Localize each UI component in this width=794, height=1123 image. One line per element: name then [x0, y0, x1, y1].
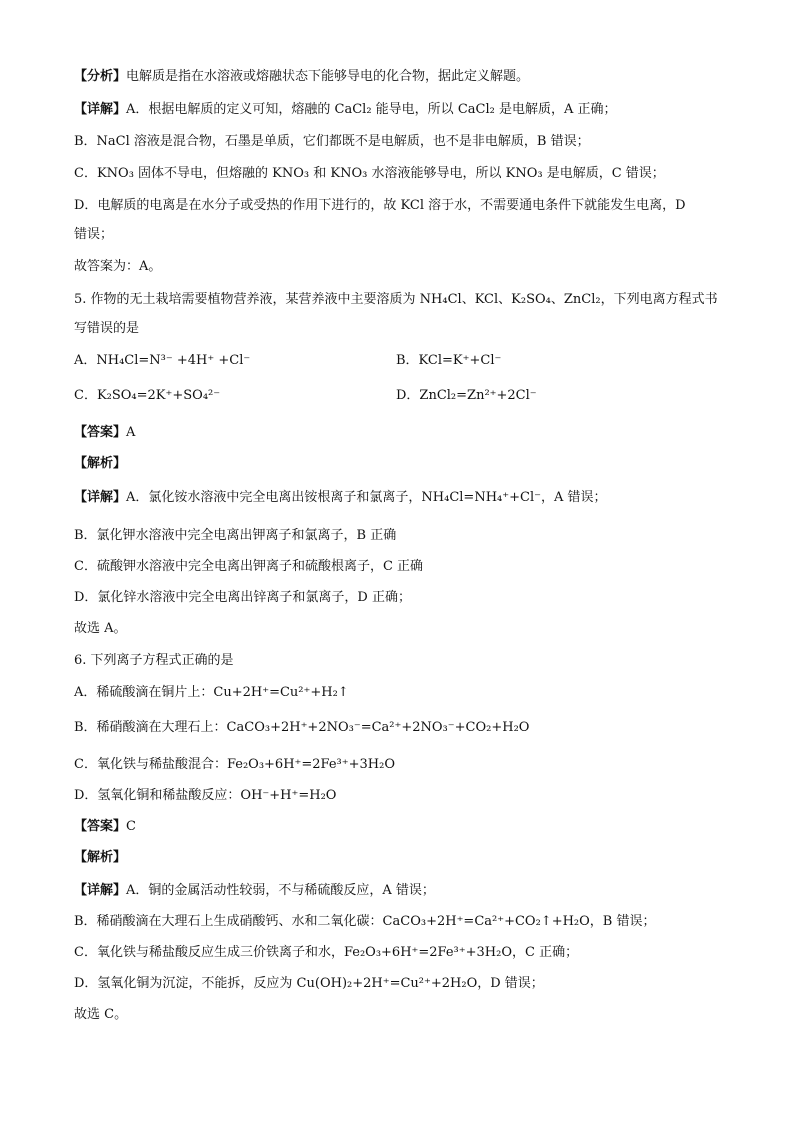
text-line: B．氯化钾水溶液中完全电离出钾离子和氯离子，B 正确: [74, 528, 397, 543]
text-line: C．硫酸钾水溶液中完全电离出钾离子和硫酸根离子，C 正确: [74, 559, 424, 574]
detail-text: A．根据电解质的定义可知，熔融的 CaCl₂ 能导电，所以 CaCl₂ 是电解质，A 正确；: [126, 102, 617, 117]
choose-summary: 故选 C。: [74, 1007, 128, 1022]
answer-tag: 【答案】: [74, 819, 127, 834]
explanation-tag: 【解析】: [74, 850, 127, 865]
analysis-tag: 【分析】: [74, 69, 127, 84]
explanation-heading: [74, 849, 126, 867]
detail-tag: 【详解】: [74, 490, 127, 505]
option-c: C．氧化铁与稀盐酸混合：Fe₂O₃+6H⁺=2Fe³⁺+3H₂O: [74, 757, 396, 772]
text-line: 错误；: [74, 227, 114, 242]
text-line: B．NaCl 溶液是混合物，石墨是单质，它们都既不是电解质，也不是非电解质，B 错误；: [74, 134, 590, 149]
question-5-stem-cont: 写错误的是: [74, 321, 140, 336]
answer-summary: 故答案为：A。: [74, 259, 162, 274]
detail-tag: 【详解】: [74, 102, 127, 117]
option-b: B．KCl=K⁺+Cl⁻: [396, 353, 502, 368]
answer-tag: 【答案】: [74, 425, 127, 440]
option-c: C．K₂SO₄=2K⁺+SO₄²⁻: [74, 388, 221, 403]
text-line: D．氯化锌水溶液中完全电离出锌离子和氯离子，D 正确；: [74, 590, 411, 605]
analysis-text: 电解质是指在水溶液或熔融状态下能够导电的化合物，据此定义解题。: [126, 69, 530, 84]
detail-text: A．氯化铵水溶液中完全电离出铵根离子和氯离子，NH₄Cl=NH₄⁺+Cl⁻，A 错误；: [126, 490, 607, 505]
detail-line: [74, 489, 607, 507]
explanation-heading: [74, 455, 126, 473]
text-line: C．氧化铁与稀盐酸反应生成三价铁离子和水，Fe₂O₃+6H⁺=2Fe³⁺+3H₂O，C 正确；: [74, 945, 579, 960]
question-5-stem: 5. 作物的无土栽培需要植物营养液，某营养液中主要溶质为 NH₄Cl、KCl、K₂SO₄、ZnCl₂，下列电离方程式书: [74, 292, 718, 307]
detail-tag: 【详解】: [74, 883, 127, 898]
option-a: A．NH₄Cl=N³⁻ +4H⁺ +Cl⁻: [74, 353, 251, 368]
text-line: B．稀硝酸滴在大理石上生成硝酸钙、水和二氧化碳：CaCO₃+2H⁺=Ca²⁺+CO₂↑+H₂O，B 错误；: [74, 914, 656, 929]
explanation-tag: 【解析】: [74, 456, 127, 471]
option-a: A．稀硫酸滴在铜片上：Cu+2H⁺=Cu²⁺+H₂↑: [74, 685, 349, 700]
option-b: B．稀硝酸滴在大理石上：CaCO₃+2H⁺+2NO₃⁻=Ca²⁺+2NO₃⁻+CO₂+H₂O: [74, 720, 530, 735]
choose-summary: 故选 A。: [74, 621, 127, 636]
text-line: D．电解质的电离是在水分子或受热的作用下进行的，故 KCl 溶于水，不需要通电条件下就能发生电离，D: [74, 198, 686, 213]
detail-line: [74, 882, 435, 900]
option-d: D．ZnCl₂=Zn²⁺+2Cl⁻: [396, 388, 537, 403]
question-6-stem: 6. 下列离子方程式正确的是: [74, 653, 234, 668]
analysis-line: [74, 68, 529, 86]
answer-value: C: [126, 819, 136, 834]
detail-line-a: [74, 101, 616, 119]
text-line: D．氢氧化铜为沉淀，不能拆，反应为 Cu(OH)₂+2H⁺=Cu²⁺+2H₂O，D 错误；: [74, 976, 544, 991]
text-line: C．KNO₃ 固体不导电，但熔融的 KNO₃ 和 KNO₃ 水溶液能够导电，所以 KNO₃ 是电解质，C 错误；: [74, 166, 665, 181]
answer-value: A: [126, 425, 136, 440]
detail-text: A．铜的金属活动性较弱，不与稀硫酸反应，A 错误；: [126, 883, 435, 898]
answer-line: [74, 818, 136, 836]
answer-line: [74, 424, 135, 442]
option-d: D．氢氧化铜和稀盐酸反应：OH⁻+H⁺=H₂O: [74, 788, 337, 803]
